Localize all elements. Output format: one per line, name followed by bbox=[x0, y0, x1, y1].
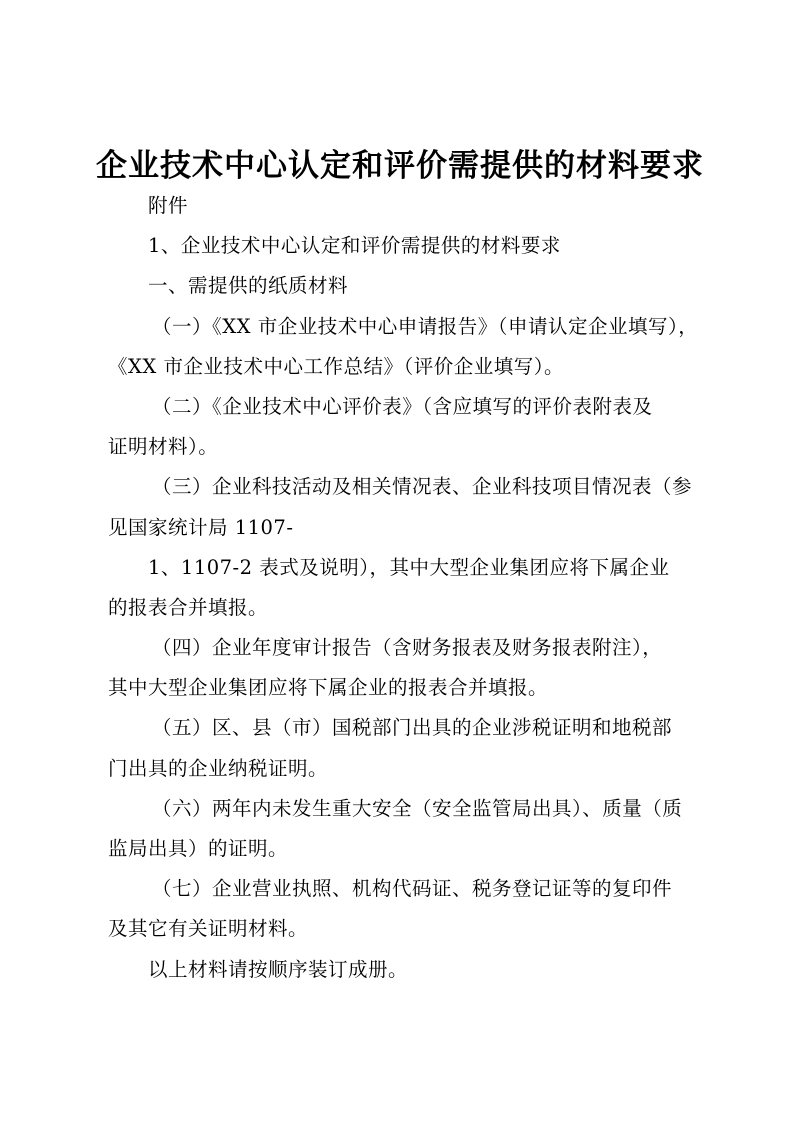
paragraph-line: 见国家统计局 1107- bbox=[108, 516, 294, 539]
subsection-heading: 一、需提供的纸质材料 bbox=[148, 274, 349, 297]
paragraph-line: （四）企业年度审计报告（含财务报表及财务报表附注）， bbox=[152, 636, 663, 659]
attachment-label: 附件 bbox=[148, 194, 189, 217]
paragraph-line: 门出具的企业纳税证明。 bbox=[108, 757, 329, 780]
paragraph-line: 其中大型企业集团应将下属企业的报表合并填报。 bbox=[108, 676, 549, 699]
paragraph-line: 1、1107-2 表式及说明），其中大型企业集团应将下属企业 bbox=[148, 556, 670, 579]
paragraph-line: （六）两年内未发生重大安全（安全监管局出具）、质量（质 bbox=[152, 797, 683, 820]
paragraph-line: （二）《企业技术中心评价表》（含应填写的评价表附表及 bbox=[152, 395, 653, 418]
paragraph-line: （三）企业科技活动及相关情况表、企业科技项目情况表（参 bbox=[152, 475, 693, 498]
paragraph-line: 《XX 市企业技术中心工作总结》（评价企业填写）。 bbox=[108, 355, 564, 378]
paragraph-line: 监局出具）的证明。 bbox=[108, 837, 289, 860]
paragraph-line: （五）区、县（市）国税部门出具的企业涉税证明和地税部 bbox=[152, 716, 673, 739]
paragraph-line: 证明材料）。 bbox=[108, 435, 219, 458]
paragraph-line: （七）企业营业执照、机构代码证、税务登记证等的复印件 bbox=[152, 877, 673, 900]
section-heading: 1、企业技术中心认定和评价需提供的材料要求 bbox=[148, 234, 561, 257]
closing-note: 以上材料请按顺序装订成册。 bbox=[148, 958, 409, 981]
paragraph-line: 的报表合并填报。 bbox=[108, 596, 269, 619]
paragraph-line: 及其它有关证明材料。 bbox=[108, 917, 309, 940]
paragraph-line: （一）《XX 市企业技术中心申请报告》（申请认定企业填写）， bbox=[152, 315, 699, 338]
document-title: 企业技术中心认定和评价需提供的材料要求 bbox=[96, 148, 704, 184]
